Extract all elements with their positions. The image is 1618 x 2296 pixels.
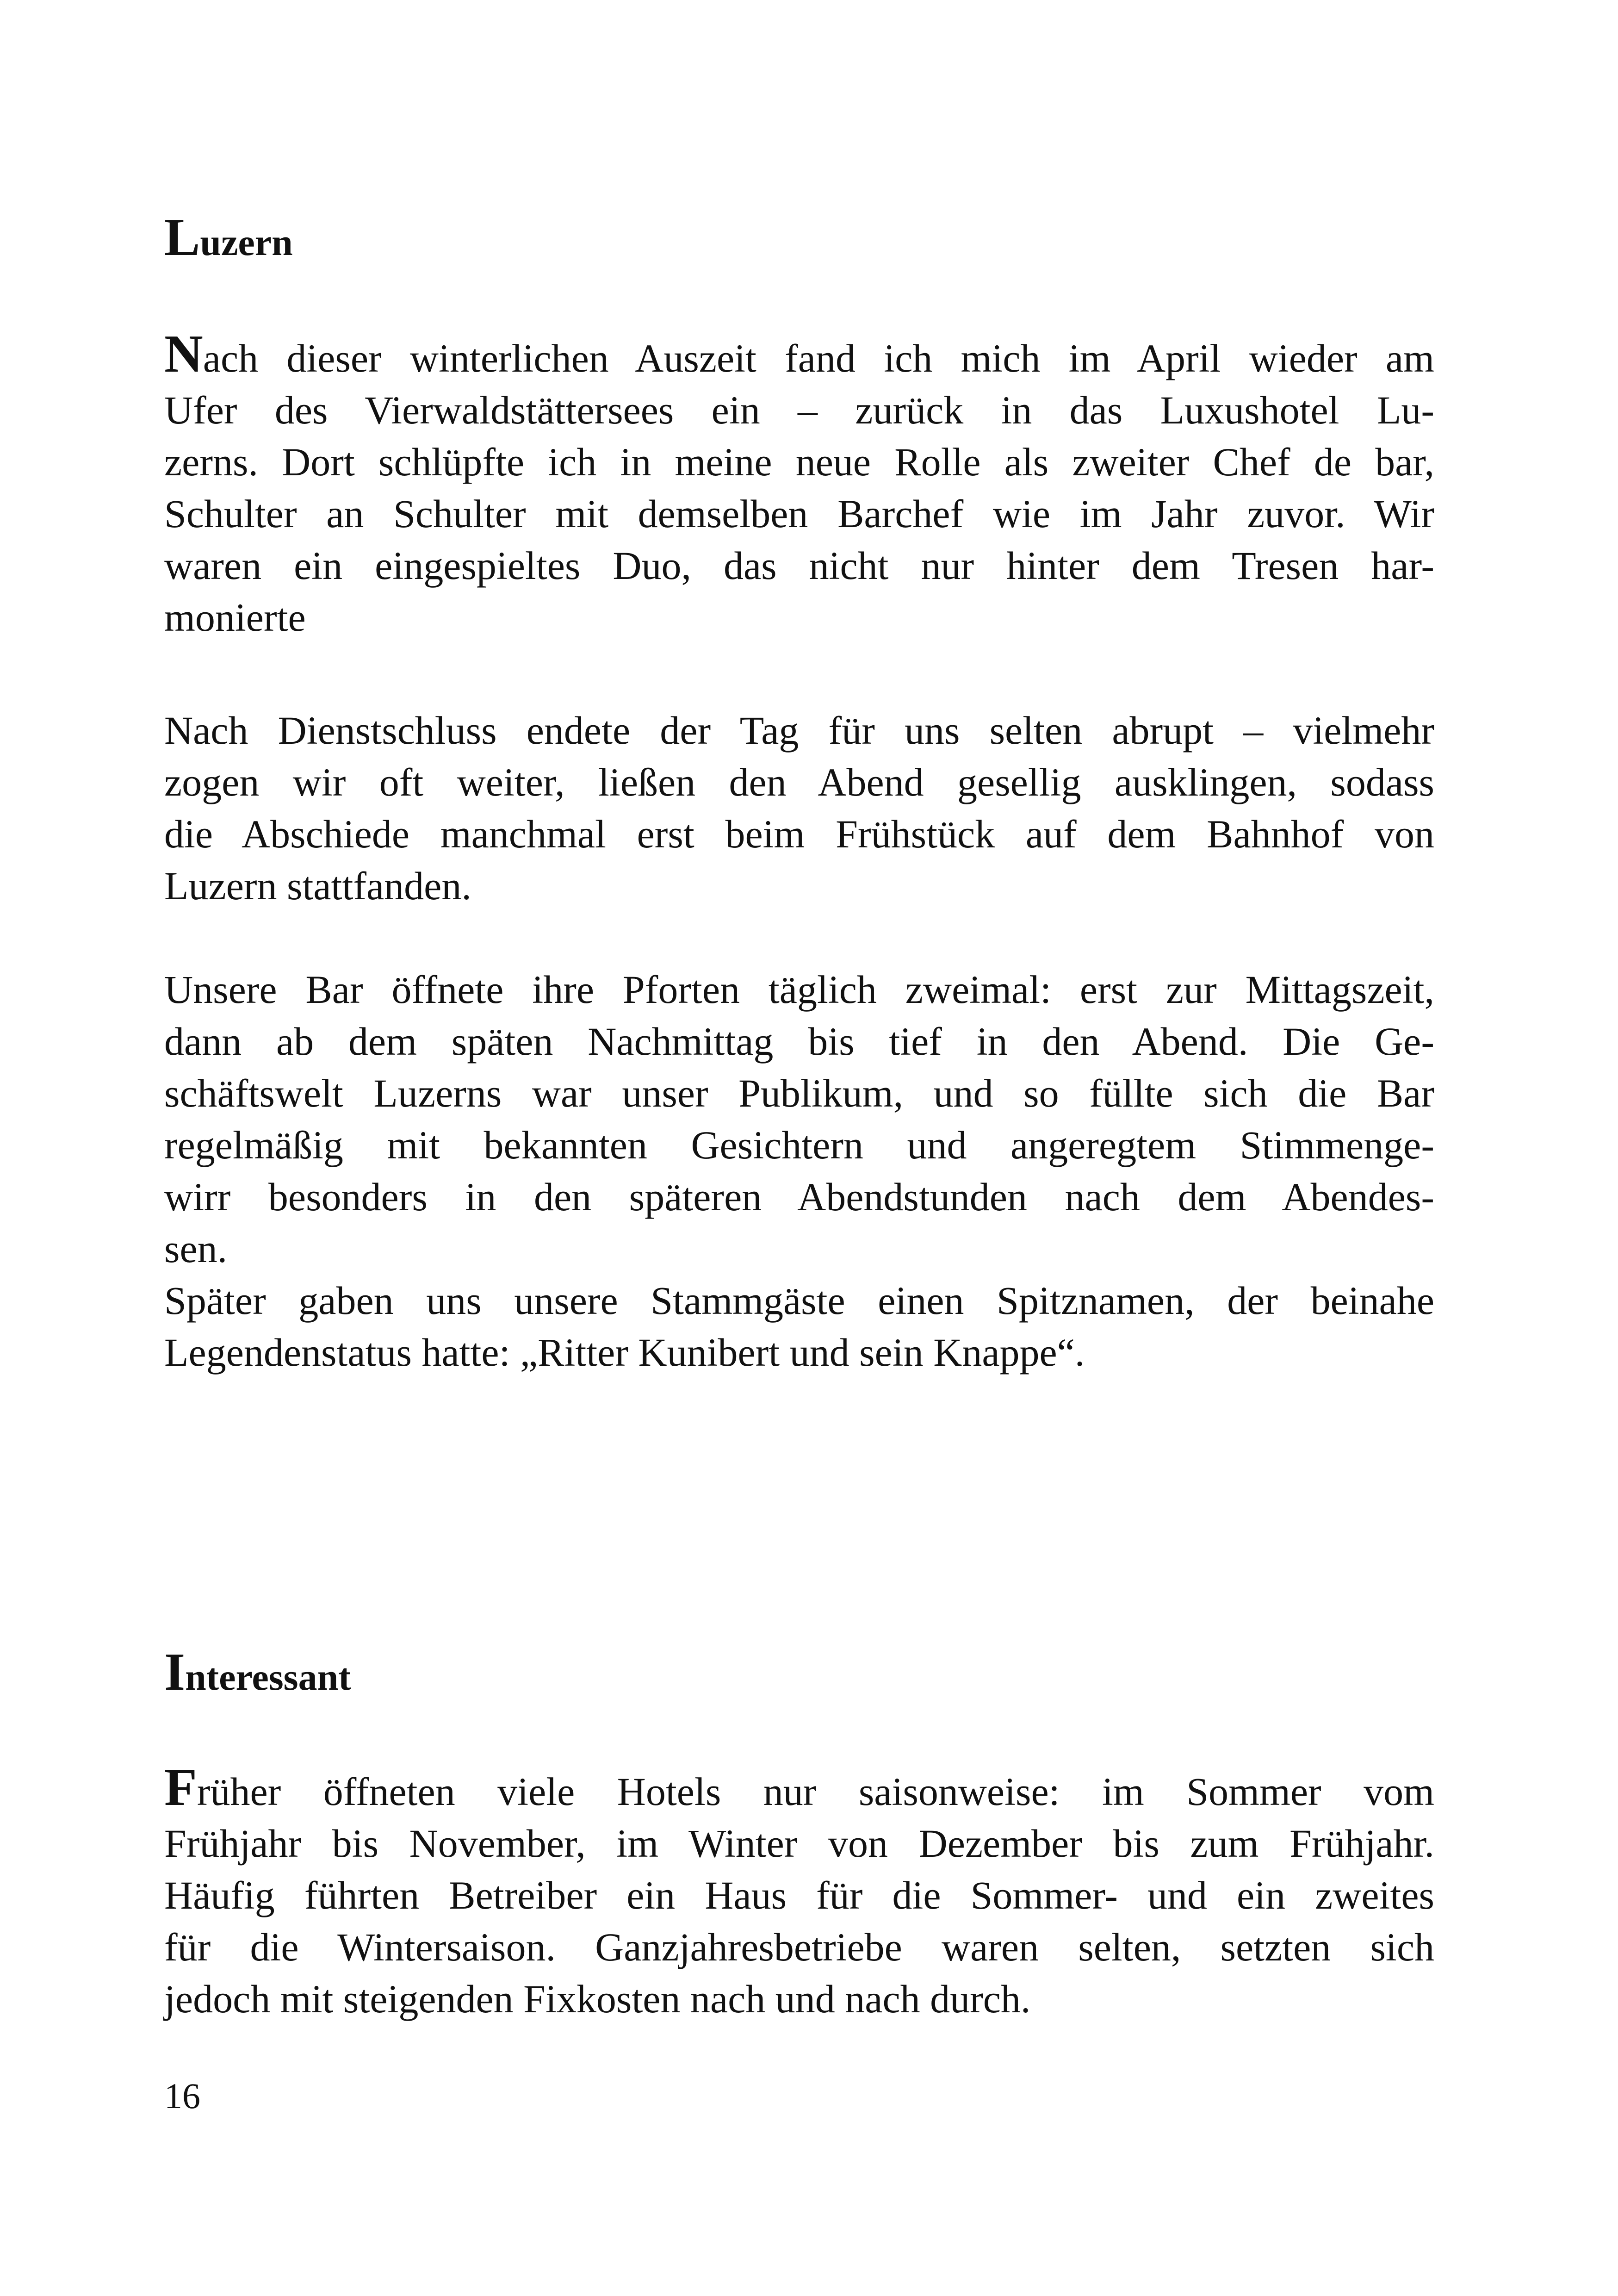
heading-initial: L bbox=[164, 208, 200, 267]
text-line: sen. bbox=[164, 1226, 228, 1271]
text-line: waren ein eingespieltes Duo, das nicht nur hinter dem Tresen har- bbox=[164, 543, 1434, 588]
heading-rest: nteressant bbox=[185, 1656, 351, 1698]
heading-rest: uzern bbox=[200, 221, 293, 263]
text-line: monierte bbox=[164, 595, 306, 640]
text-line: schäftswelt Luzerns war unser Publikum, und so füllte sich die Bar bbox=[164, 1071, 1434, 1115]
text-line: wirr besonders in den späteren Abendstunden nach dem Abendes- bbox=[164, 1175, 1434, 1219]
heading-initial: I bbox=[164, 1643, 186, 1702]
text-line: Ufer des Vierwaldstättersees ein – zurück in das Luxushotel Lu- bbox=[164, 388, 1434, 432]
text-line: zogen wir oft weiter, ließen den Abend gesellig ausklingen, sodass bbox=[164, 760, 1434, 804]
text-line: Legendenstatus hatte: „Ritter Kunibert und sein Knappe“. bbox=[164, 1330, 1085, 1375]
text-line: regelmäßig mit bekannten Gesichtern und angeregtem Stimmenge- bbox=[164, 1123, 1434, 1167]
paragraph bbox=[164, 964, 1434, 1378]
text-line: dann ab dem späten Nachmittag bis tief in den Abend. Die Ge- bbox=[164, 1019, 1434, 1064]
text-line: Später gaben uns unsere Stammgäste einen Spitznamen, der beinahe bbox=[164, 1278, 1434, 1323]
section-luzern bbox=[164, 208, 1434, 267]
text-line: Häufig führten Betreiber ein Haus für die Sommer- und ein zweites bbox=[164, 1873, 1434, 1917]
section-heading bbox=[164, 208, 1434, 267]
page-number: 16 bbox=[164, 2076, 200, 2116]
paragraph bbox=[164, 704, 1434, 912]
text-line: die Abschiede manchmal erst beim Frühstück auf dem Bahnhof von bbox=[164, 812, 1434, 856]
section-interessant bbox=[164, 1643, 1434, 1702]
text-line: Unsere Bar öffnete ihre Pforten täglich zweimal: erst zur Mittagszeit, bbox=[164, 967, 1434, 1012]
section-heading bbox=[164, 1643, 1434, 1702]
text-line: Frühjahr bis November, im Winter von Dezember bis zum Frühjahr. bbox=[164, 1821, 1434, 1866]
text-line: für die Wintersaison. Ganzjahresbetriebe waren selten, setzten sich bbox=[164, 1925, 1434, 1969]
paragraph bbox=[164, 1758, 1434, 2025]
drop-cap: N bbox=[164, 324, 203, 384]
text-line: Luzern stattfanden. bbox=[164, 864, 471, 908]
text-line: zerns. Dort schlüpfte ich in meine neue Rolle als zweiter Chef de bar, bbox=[164, 440, 1434, 484]
text-line: jedoch mit steigenden Fixkosten nach und nach durch. bbox=[164, 1977, 1031, 2021]
text-line: rüher öffneten viele Hotels nur saisonweise: im Sommer vom bbox=[197, 1769, 1434, 1814]
paragraph bbox=[164, 324, 1434, 643]
text-line: Schulter an Schulter mit demselben Barchef wie im Jahr zuvor. Wir bbox=[164, 492, 1434, 536]
text-line: Nach Dienstschluss endete der Tag für uns selten abrupt – vielmehr bbox=[164, 708, 1434, 753]
drop-cap: F bbox=[164, 1758, 197, 1817]
text-line: ach dieser winterlichen Auszeit fand ich mich im April wieder am bbox=[203, 336, 1434, 380]
